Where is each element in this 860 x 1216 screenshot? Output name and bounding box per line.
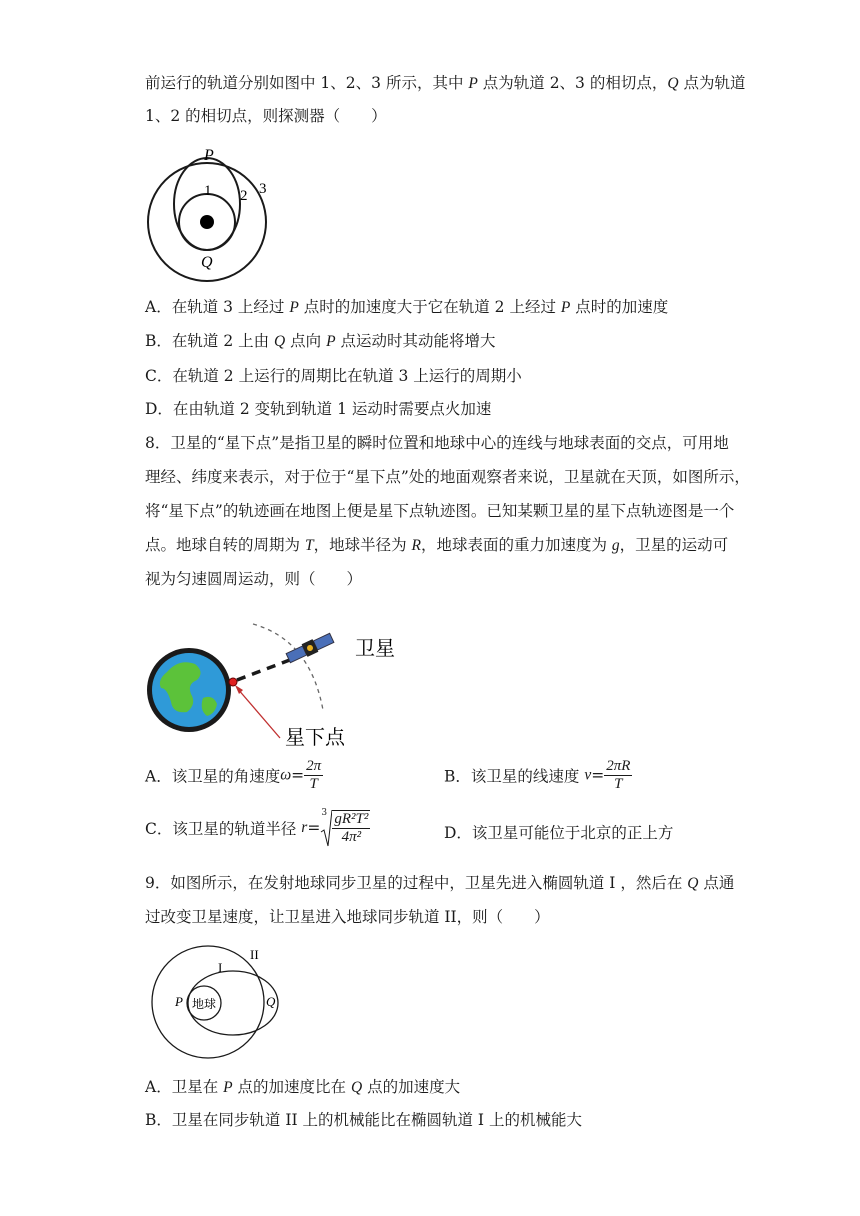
q7-orbit-figure [140,140,280,285]
option-text: A．卫星在 [145,1078,224,1096]
fraction [304,758,323,793]
q7-option-A [145,297,668,318]
planet [200,215,214,229]
q8-option-D: D．该卫星可能位于北京的正上方 [444,824,674,842]
label-Q: Q [201,254,213,271]
option-text: C．该卫星的轨道半径 [145,820,302,838]
q9-stem-line2: 过改变卫星速度，让卫星进入地球同步轨道 II，则（ ） [145,908,550,926]
q8-stem-line3: 将“星下点”的轨迹画在地图上便是星下点轨迹图。已知某颗卫星的星下点轨迹图是一个 [145,502,735,520]
numerator: 2π [306,758,322,774]
q9-orbit-figure [148,942,288,1062]
numerator: 2πR [606,758,631,774]
denominator: T [309,776,318,792]
var-r: r [301,819,308,836]
var-T: T [304,537,314,554]
center-line [237,658,295,680]
label-P: P [204,147,214,164]
q8-stem-line5: 视为匀速圆周运动，则（ ） [145,570,363,588]
cube-root [320,810,370,846]
satellite-orbit-arc [253,624,323,710]
q7-option-D: D．在由轨道 2 变轨到轨道 1 运动时需要点火加速 [145,400,492,418]
radical-sign [320,810,332,848]
var-R: R [411,537,421,554]
var-P: P [326,333,336,350]
stem-text: 点通 [698,874,735,892]
q7-option-B [145,331,496,352]
stem-text: 点。地球自转的周期为 [145,536,305,554]
q7-var-Q: Q [667,75,679,92]
q7-stem-text: 前运行的轨道分别如图中 1、2、3 所示，其中 [145,74,469,92]
option-text: 点运动时其动能将增大 [335,332,496,350]
label-earth: 地球 [192,997,217,1011]
q8-option-C [145,810,370,846]
q8-option-B [444,758,632,793]
q7-var-P: P [468,75,478,92]
label-3: 3 [259,181,267,197]
equals: = [307,819,321,837]
satellite-icon [285,632,334,665]
root-index: 3 [321,808,328,818]
stem-text: 9．如图所示，在发射地球同步卫星的过程中，卫星先进入椭圆轨道 I ，然后在 [145,874,688,892]
option-text: A．在轨道 3 上经过 [145,298,290,316]
var-P: P [223,1079,233,1096]
label-I: I [218,960,223,975]
option-text: 点时的加速度大于它在轨道 2 上经过 [298,298,561,316]
q7-stem-text: 点为轨道 [678,74,746,92]
var-P: P [560,299,571,316]
q8-stem-line4 [145,535,728,556]
var-Q: Q [350,1079,363,1096]
q8-option-A [145,758,323,793]
label-P: P [175,994,183,1009]
subpoint-label: 星下点 [285,727,345,749]
var-omega: ω [280,766,292,784]
stem-text: ，地球表面的重力加速度为 [420,536,612,554]
subpoint-marker [229,678,237,686]
stem-text: ，卫星的运动可 [619,536,729,554]
fraction [604,758,632,793]
subpoint-arrow [237,688,280,738]
var-Q: Q [687,875,699,892]
q9-stem-line1 [145,873,734,894]
var-v: v [584,766,592,784]
option-text: 点的加速度大 [362,1078,461,1096]
q9-option-B: B．卫星在同步轨道 II 上的机械能比在椭圆轨道 I 上的机械能大 [145,1111,582,1129]
label-Q: Q [266,994,276,1009]
stem-text: ，地球半径为 [313,536,412,554]
var-P: P [289,299,299,316]
option-text: A．该卫星的角速度 [145,767,281,786]
q7-option-C: C．在轨道 2 上运行的周期比在轨道 3 上运行的周期小 [145,367,522,385]
q8-satellite-figure [145,610,415,750]
option-text: B．该卫星的线速度 [444,767,585,786]
q8-stem-line2: 理经、纬度来表示，对于位于“星下点”处的地面观察者来说，卫星就在天顶，如图所示， [145,468,750,486]
q7-stem-text: 点为轨道 2、3 的相切点， [477,74,668,92]
satellite-label: 卫星 [355,638,395,660]
label-1: 1 [204,183,212,199]
option-text: B．在轨道 2 上由 [145,332,275,350]
option-text: 点时的加速度 [570,298,669,316]
q9-option-A [145,1077,460,1098]
numerator: gR²T² [334,811,369,827]
equals: = [591,766,605,785]
equals: = [291,766,305,785]
q7-stem-line2: 1、2 的相切点，则探测器（ ） [145,107,387,125]
var-Q: Q [274,333,286,350]
label-2: 2 [240,188,248,204]
q8-stem-line1: 8．卫星的“星下点”是指卫星的瞬时位置和地球中心的连线与地球表面的交点，可用地 [145,434,729,452]
denominator: T [614,776,623,792]
option-text: 点的加速度比在 [232,1078,351,1096]
denominator: 4π² [341,829,362,845]
fraction [332,810,370,846]
q7-stem-line1 [145,73,746,94]
label-II: II [250,947,259,962]
var-g: g [611,537,620,554]
option-text: 点向 [285,332,327,350]
